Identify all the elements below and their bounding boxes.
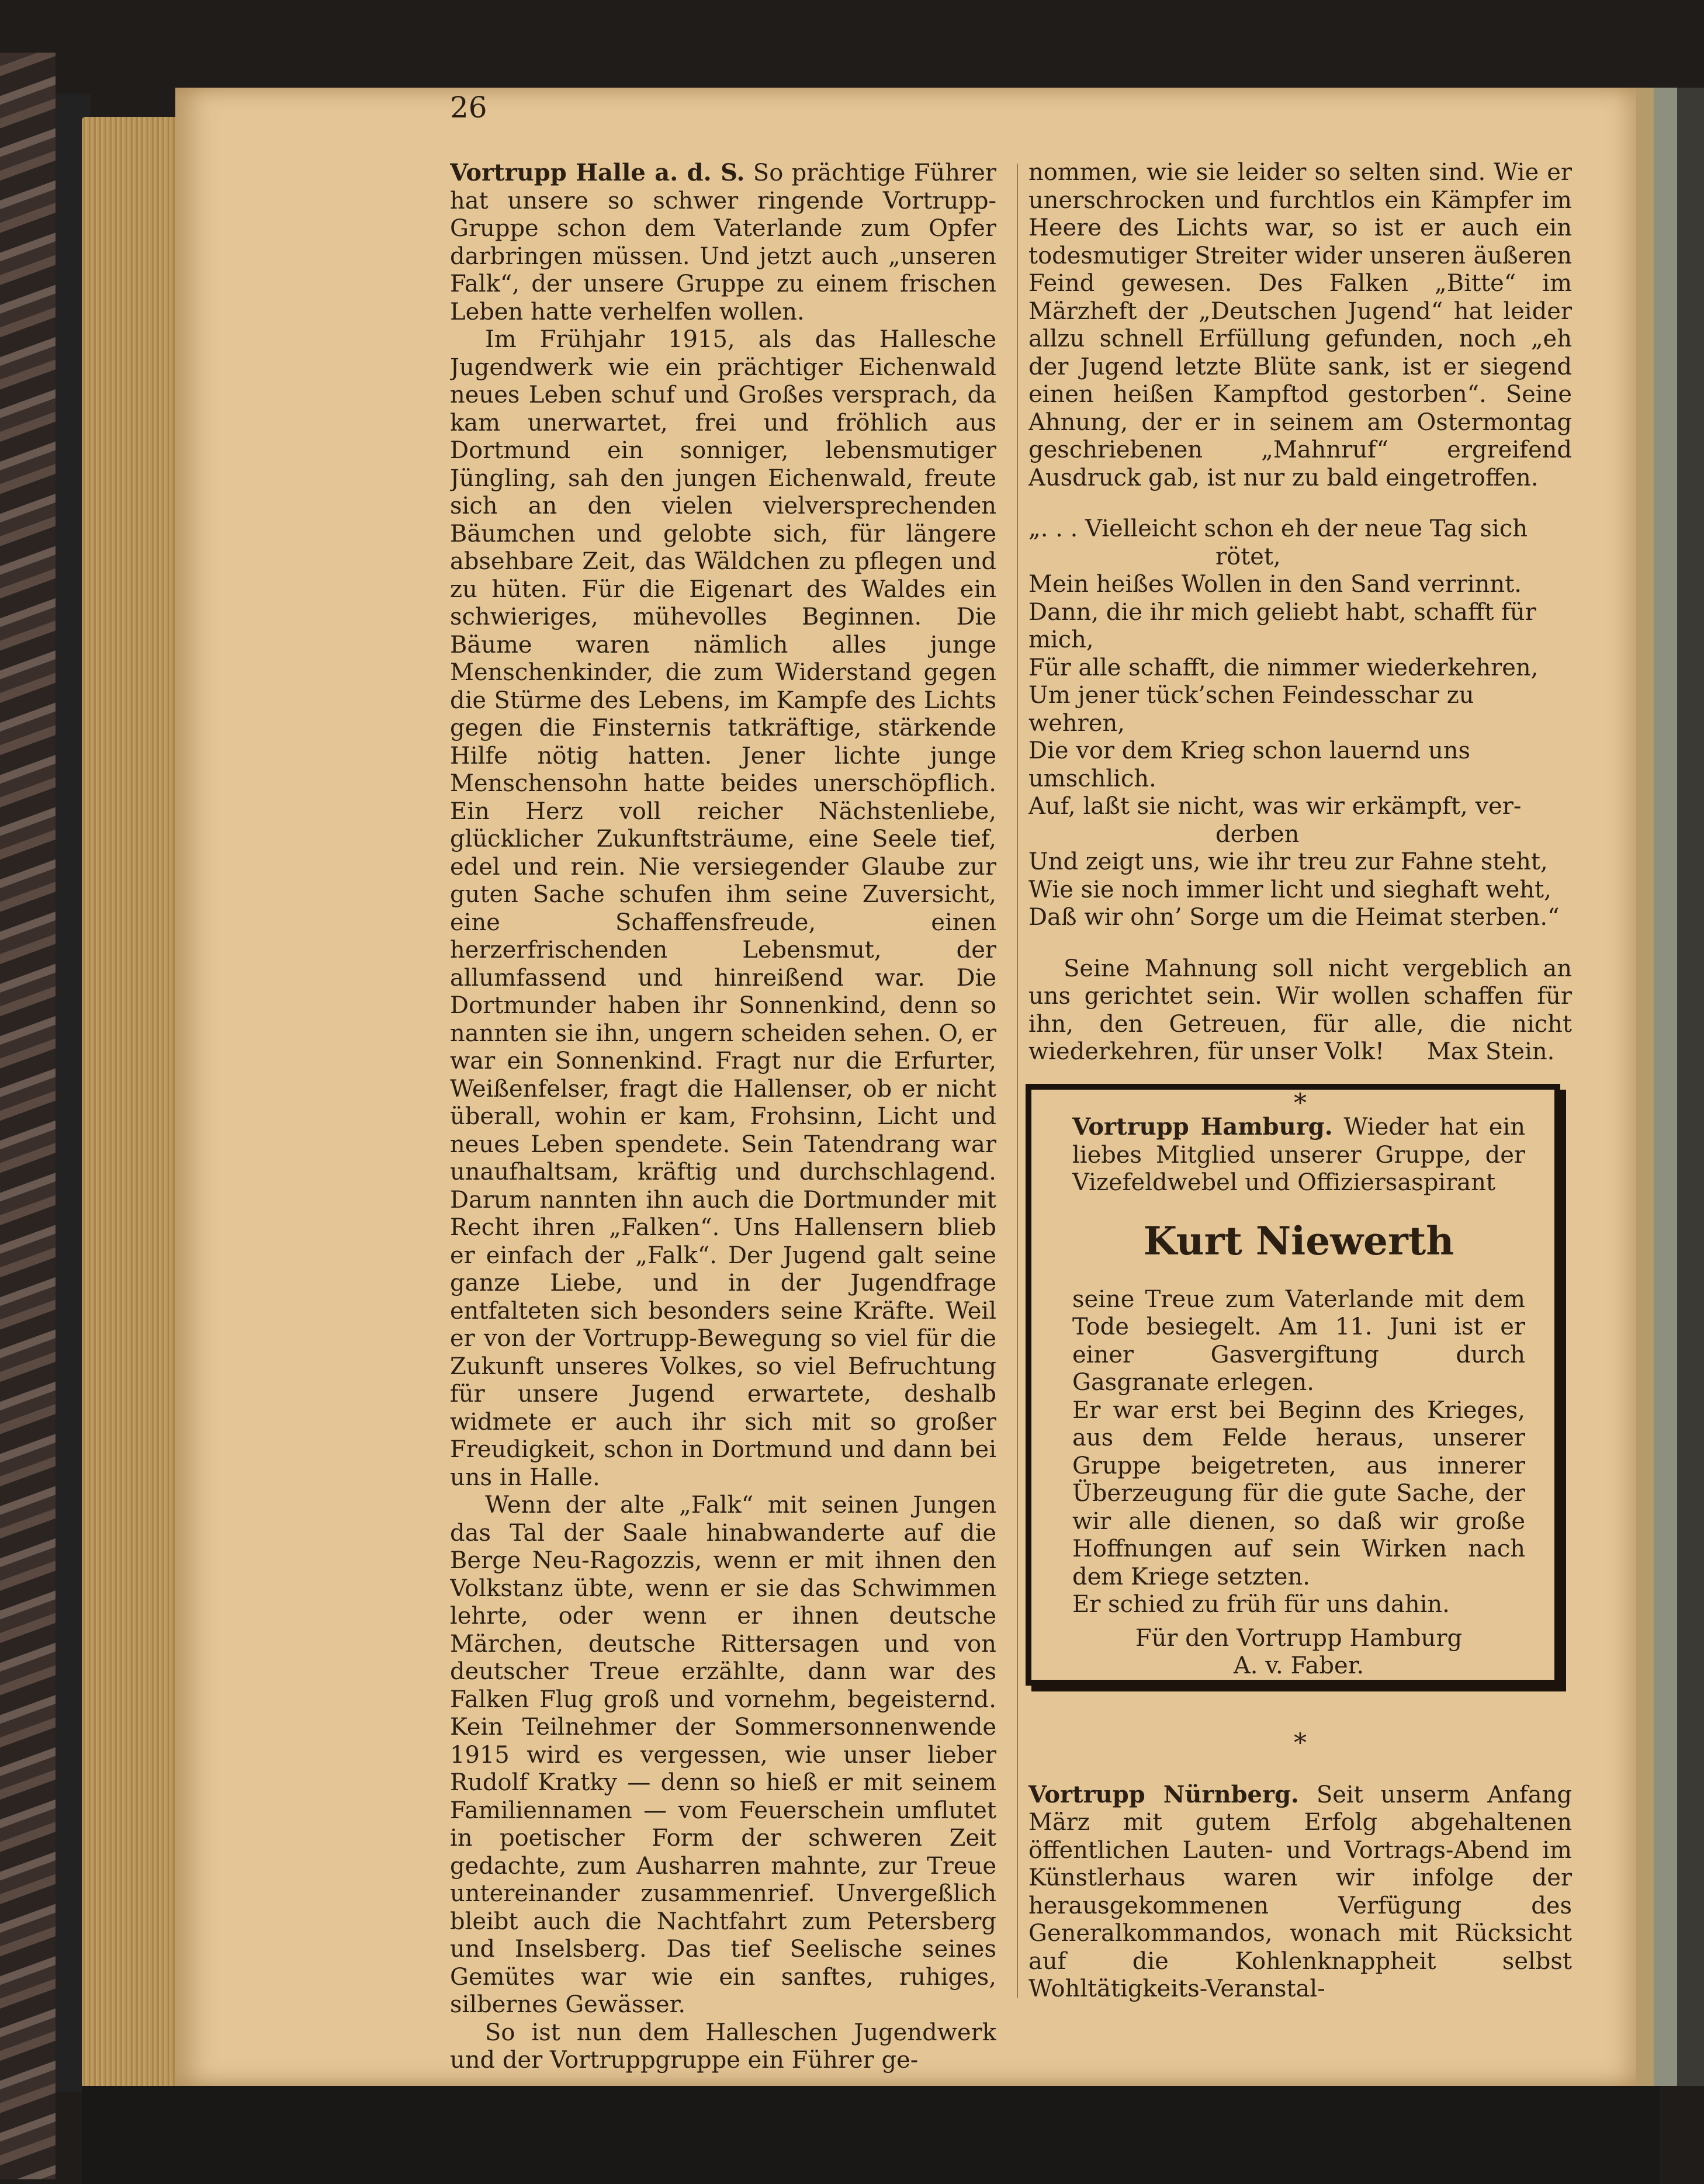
poem-line: Für alle schafft, die nimmer wiederkehren, bbox=[1028, 654, 1539, 681]
poem-line: Mein heißes Wollen in den Sand verrinnt. bbox=[1028, 571, 1522, 598]
paragraph bbox=[1028, 955, 1572, 1066]
paragraph-text: So prächtige Führer hat unsere so schwer ringende Vortrupp-Gruppe schon dem Vaterlande zum Opfer darbringen müssen. Und jetzt auch „unseren Falk“, der unsere Gruppe zu einem frischen Leben hatte verhelfen wollen. bbox=[450, 160, 996, 325]
paragraph-text: Seit unserm Anfang März mit gutem Erfolg abgehaltenen öffentlichen Lauten- und Vortrags-Abend im Künstlerhaus waren wir infolge der herausgekommenen Verfügung des Generalkommandos, wonach mit Rücksicht auf die Kohlenknappheit selbst Wohltätigkeits-Veranstal- bbox=[1028, 1781, 1572, 2002]
obituary-intro-text: Wieder hat ein liebes Mitglied unserer Gruppe, der Vizefeldwebel und Offiziersaspirant bbox=[1072, 1114, 1525, 1196]
obituary-signature-line: Für den Vortrupp Hamburg bbox=[1135, 1624, 1463, 1652]
paragraph: Wenn der alte „Falk“ mit seinen Jungen das Tal der Saale hinabwanderte auf die Berge Neu-Ragozzis, wenn er mit ihnen den Volkstanz übte, wenn er sie das Schwimmen lehrte, oder wenn er ihnen deutsche Märchen, deutsche Rittersagen und von deutscher Treue erzählte, dann war des Falken Flug groß und vornehm, begeisternd. Kein Teilnehmer der Sommersonnenwende 1915 wird es vergessen, wie unser lieber Rudolf Kratky — denn so hieß er mit seinem Familiennamen — vom Feuerschein umflutet in poetischer Form der schweren Zeit gedachte, zum Ausharren mahnte, zur Treue untereinander zusammenrief. Unvergeßlich bleibt auch die Nachtfahrt zum Petersberg und Inselsberg. Das tief Seelische seines Gemütes war wie ein sanftes, ruhiges, silbernes Gewässer. bbox=[450, 1492, 996, 2018]
paragraph-nuernberg bbox=[1028, 1781, 1572, 2003]
signature-max-stein: Max Stein. bbox=[1426, 1038, 1555, 1065]
separator-star: * bbox=[1294, 1088, 1307, 1118]
poem-line: rötet, bbox=[1215, 543, 1281, 570]
paragraph: Im Frühjahr 1915, als das Hallesche Jugendwerk wie ein prächtiger Eichenwald neues Leben schuf und Großes versprach, da kam unerwartet, frei und fröhlich aus Dortmund ein sonniger, lebensmutiger Jüngling, sah den jungen Eichenwald, freute sich an den vielen vielversprechenden Bäumchen und gelobte sich, für längere absehbare Zeit, das Wäldchen zu pflegen und zu hüten. Für die Eigenart des Waldes ein schwieriges, mühevolles Beginnen. Die Bäume waren nämlich alles junge Menschenkinder, die zum Widerstand gegen die Stürme des Lebens, im Kampfe des Lichts gegen die Finsternis tatkräftige, stärkende Hilfe nötig hatten. Jener lichte junge Menschensohn hatte beides unerschöpflich. Ein Herz voll reicher Nächstenliebe, glücklicher Zukunftsträume, eine Seele tief, edel und rein. Nie versiegender Glaube zur guten Sache schufen ihm seine Zuversicht, eine Schaffensfreude, einen herzerfrischenden Lebensmut, der allumfassend und hinreißend war. Die Dortmunder haben ihr Sonnenkind, denn so nannten sie ihn, ungern scheiden sehen. O, er war ein Sonnenkind. Fragt nur die Erfurter, Weißenfelser, fragt die Hallenser, ob er nicht überall, wohin er kam, Frohsinn, Licht und neues Leben spendete. Sein Tatendrang war unaufhaltsam, kräftig und durchschlagend. Darum nannten ihn auch die Dortmunder mit Recht ihren „Falken“. Uns Hallensern blieb er einfach der „Falk“. Der Jugend galt seine ganze Liebe, und in der Jugendfrage entfalteten sich besonders seine Kräfte. Weil er von der Vortrupp-Bewegung so viel für die Zukunft unseres Volkes, so viel Befruchtung für unsere Jugend erwartete, deshalb widmete er auch ihr sich mit so großer Freudigkeit, schon in Dortmund und dann bei uns in Halle. bbox=[450, 326, 996, 1491]
poem-line: derben bbox=[1215, 820, 1300, 848]
poem-line: „. . . Vielleicht schon eh der neue Tag sich bbox=[1028, 515, 1528, 542]
paragraph: So ist nun dem Halleschen Jugendwerk und der Vortruppgruppe ein Führer ge- bbox=[450, 2019, 996, 2074]
separator-star: * bbox=[1294, 1728, 1307, 1758]
right-column-upper bbox=[1028, 159, 1572, 1140]
paragraph-text: Seine Mahnung soll nicht vergeblich an uns gerichtet sein. Wir wollen schaffen für ihn, den Getreuen, für alle, die nicht wiederkehren, für unser Volk! bbox=[1028, 955, 1572, 1065]
obituary-paragraph: Er war erst bei Beginn des Krieges, aus dem Felde heraus, unserer Gruppe beigetreten, aus innerer Überzeugung für die gute Sache, der wir alle dienen, so daß wir große Hoffnungen auf sein Wirken nach dem Kriege setzten. bbox=[1072, 1396, 1525, 1590]
section-heading-nuernberg: Vortrupp Nürnberg. bbox=[1028, 1780, 1299, 1808]
column-divider bbox=[1017, 164, 1018, 1998]
poem-line: Wie sie noch immer licht und sieghaft weht, bbox=[1028, 876, 1551, 903]
right-page-edge bbox=[1636, 88, 1704, 2086]
obituary-box bbox=[1026, 1084, 1560, 1686]
bottom-shadow bbox=[82, 2086, 1660, 2184]
poem-line: Und zeigt uns, wie ihr treu zur Fahne steht, bbox=[1028, 848, 1548, 875]
obituary-name: Kurt Niewerth bbox=[1143, 1218, 1454, 1264]
poem-line: Daß wir ohn’ Sorge um die Heimat sterben.“ bbox=[1028, 904, 1560, 931]
obituary-intro bbox=[1072, 1113, 1525, 1197]
section-heading-hamburg: Vortrupp Hamburg. bbox=[1072, 1113, 1333, 1140]
right-column-lower bbox=[1028, 1729, 1572, 2027]
paragraph: nommen, wie sie leider so selten sind. Wie er unerschrocken und furchtlos ein Kämpfer im Heere des Lichts war, so ist er auch ein todesmutiger Streiter wider unseren äußeren Feind gewesen. Des Falken „Bitte“ im Märzheft der „Deutschen Jugend“ hat leider allzu schnell Erfüllung gefunden, noch „eh der Jugend letzte Blüte sank, ist er siegend einen heißen Kampftod gestorben“. Seine Ahnung, der er in seinem am Ostermontag geschriebenen „Mahnruf“ ergreifend Ausdruck gab, ist nur zu bald eingetroffen. bbox=[1028, 159, 1572, 491]
obituary-signature-name: A. v. Faber. bbox=[1233, 1652, 1364, 1679]
poem-line: Auf, laßt sie nicht, was wir erkämpft, ver- bbox=[1028, 793, 1522, 820]
poem-line: Dann, die ihr mich geliebt habt, schafft für mich, bbox=[1028, 598, 1536, 653]
page-number: 26 bbox=[450, 91, 487, 124]
section-heading-halle: Vortrupp Halle a. d. S. bbox=[450, 159, 745, 186]
paragraph-halle-intro bbox=[450, 159, 996, 326]
poem-line: Die vor dem Krieg schon lauernd uns umschlich. bbox=[1028, 737, 1471, 792]
marbled-board bbox=[0, 53, 56, 2179]
poem-quote bbox=[1028, 515, 1572, 932]
poem-line: Um jener tück’schen Feindesschar zu wehren, bbox=[1028, 682, 1474, 737]
obituary-paragraph: Er schied zu früh für uns dahin. bbox=[1072, 1591, 1450, 1618]
left-column bbox=[450, 159, 996, 2075]
obituary-paragraph: seine Treue zum Vaterlande mit dem Tode besiegelt. Am 11. Juni ist er einer Gasvergiftung durch Gasgranate erlegen. bbox=[1072, 1285, 1525, 1396]
